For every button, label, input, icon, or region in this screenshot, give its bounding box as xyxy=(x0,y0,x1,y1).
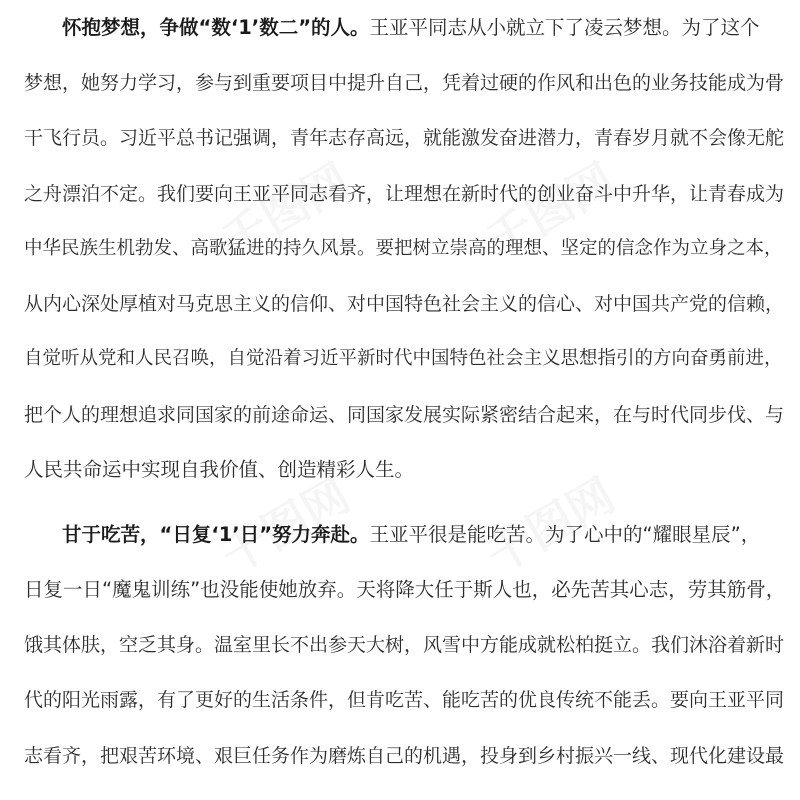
paragraph-2-line-3: 饿其体肤，空乏其身。温室里长不出参天大树，风雪中方能成就松柏挺立。我们沐浴着新时 xyxy=(24,634,785,656)
paragraph-1-line-8: 把个人的理想追求同国家的前途命运、同国家发展实际紧密结合起来，在与时代同步伐、与 xyxy=(24,404,785,426)
paragraph-1-text: 王亚平同志从小就立下了凌云梦想。为了这个 xyxy=(369,16,760,39)
paragraph-1-line-9: 人民共命运中实现自我价值、创造精彩人生。 xyxy=(24,458,415,481)
paragraph-1-line-7: 自觉听从党和人民召唤，自觉沿着习近平新时代中国特色社会主义思想指引的方向奋勇前进， xyxy=(24,348,783,369)
paragraph-1-line-3: 干飞行员。习近平总书记强调，青年志存高远，就能激发奋进潜力，青春岁月就不会像无舵 xyxy=(24,127,785,149)
paragraph-2-line-4: 代的阳光雨露，有了更好的生活条件，但肯吃苦、能吃苦的优良传统不能丢。要向王亚平同 xyxy=(24,689,785,711)
paragraph-1-line-4: 之舟漂泊不定。我们要向王亚平同志看齐，让理想在新时代的创业奋斗中升华，让青春成为 xyxy=(24,183,785,205)
paragraph-2-heading: 甘于吃苦，“日复‘1’日”努力奔赴。 xyxy=(62,523,370,546)
paragraph-1-line-5: 中华民族生机勃发、高歌猛进的持久风景。要把树立崇高的理想、坚定的信念作为立身之本， xyxy=(24,238,783,259)
paragraph-1-line-1 xyxy=(62,14,760,42)
paragraph-2-line-5: 志看齐，把艰苦环境、艰巨任务作为磨炼自己的机遇，投身到乡村振兴一线、现代化建设最 xyxy=(24,745,785,767)
paragraph-1-heading: 怀抱梦想，争做“数‘1’数二”的人。 xyxy=(62,16,370,39)
paragraph-2-line-2: 日复一日“魔鬼训练”也没能使她放弃。天将降大任于斯人也，必先苦其心志，劳其筋骨， xyxy=(24,578,786,601)
paragraph-2-text: 王亚平很是能吃苦。为了心中的“耀眼星辰”， xyxy=(369,523,761,546)
paragraph-2-line-1 xyxy=(62,521,760,549)
paragraph-1-line-6: 从内心深处厚植对马克思主义的信仰、对中国特色社会主义的信心、对中国共产党的信赖， xyxy=(24,293,785,315)
paragraph-1-line-2: 梦想，她努力学习，参与到重要项目中提升自己，凭着过硬的作风和出色的业务技能成为骨 xyxy=(24,72,785,94)
